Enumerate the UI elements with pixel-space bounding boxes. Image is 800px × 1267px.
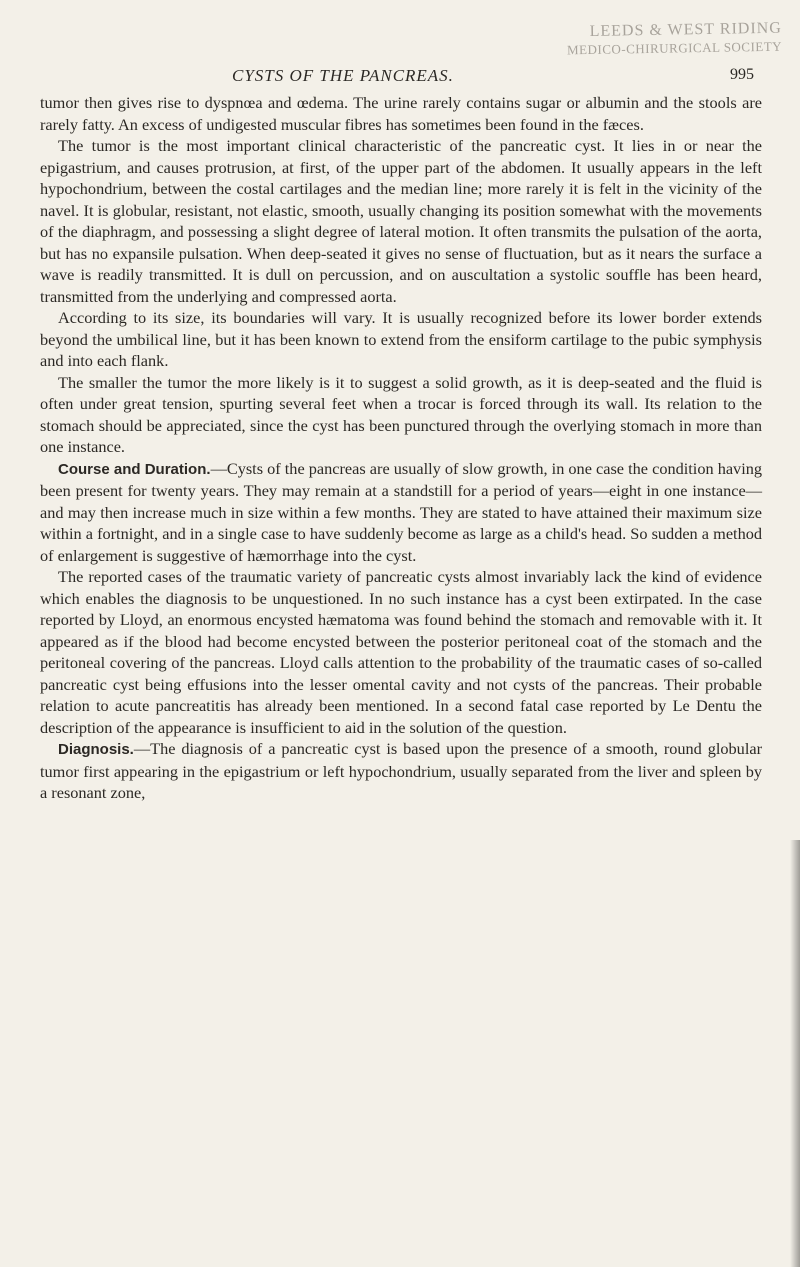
- page-edge-shadow: [790, 840, 800, 1267]
- section-heading-course-duration: Course and Duration.: [58, 460, 211, 478]
- library-stamp: [512, 20, 783, 61]
- stamp-line-2: MEDICO-CHIRURGICAL SOCIETY: [566, 38, 783, 58]
- paragraph-text: —Cysts of the pancreas are usually of slow growth, in one case the condition having been present for twenty years. They may remain at a standstill for a period of years—eight in one instance—and may then increase much in size within a few months. They are stated to have attained their maximum size within a fortnight, and in a single case to have suddenly become as large as a child's head. So sudden a method of enlargement is suggestive of hæmorrhage into the cyst.: [40, 458, 763, 565]
- page-number: 995: [730, 66, 754, 83]
- page-body: [40, 92, 762, 804]
- paragraph: [40, 372, 762, 458]
- section-heading-diagnosis: Diagnosis.: [58, 741, 134, 758]
- paragraph: [40, 135, 762, 307]
- paragraph-text: tumor then gives rise to dyspnœa and œdema. The urine rarely contains sugar or albumin and the stools are rarely fatty. An excess of undigested muscular fibres has sometimes been found in the fæces.: [40, 93, 762, 134]
- stamp-line-1: LEEDS & WEST RIDING: [589, 19, 782, 40]
- paragraph: [40, 738, 762, 804]
- paragraph-text: The tumor is the most important clinical characteristic of the pancreatic cyst. It lies in or near the epigastrium, and causes protrusion, at first, of the upper part of the abdomen. It usually appears in the left hypochondrium, between the costal cartilages and the median line; more rarely it is felt in the vicinity of the navel. It is globular, resistant, not elastic, smooth, usually changing its position somewhat with the movements of the diaphragm, and possessing a slight degree of lateral motion. It often transmits the pulsation of the aorta, but has no expansile pulsation. When deep-seated it gives no sense of fluctuation, but as it nears the surface a wave is readily transmitted. It is dull on percussion, and on auscultation a systolic souffle has been heard, transmitted from the underlying and compressed aorta.: [40, 136, 762, 306]
- paragraph-text: According to its size, its boundaries will vary. It is usually recognized before its lower border extends beyond the umbilical line, but it has been known to extend from the ensiform cartilage to the pubic symphysis and into each flank.: [40, 308, 762, 370]
- paragraph-text: The reported cases of the traumatic variety of pancreatic cysts almost invariably lack the kind of evidence which enables the diagnosis to be unquestioned. In no such instance has a cyst been extirpated. In the case reported by Lloyd, an enormous encysted hæmatoma was found behind the stomach and removable with it. It appeared as if the blood had become encysted between the posterior peritoneal coat of the stomach and the peritoneal covering of the pancreas. Lloyd calls attention to the probability of the traumatic cases of so-called pancreatic cyst being effusions into the lesser omental cavity and not cysts of the pancreas. Their probable relation to acute pancreatitis has already been mentioned. In a second fatal case reported by Le Dentu the description of the appearance is insufficient to aid in the solution of the question.: [40, 567, 762, 737]
- paragraph-text: —The diagnosis of a pancreatic cyst is based upon the presence of a smooth, round globular tumor first appearing in the epigastrium or left hypochondrium, usually separated from the liver and spleen by a resonant zone,: [40, 739, 762, 802]
- running-head: CYSTS OF THE PANCREAS.: [232, 66, 454, 85]
- paragraph: [40, 92, 762, 135]
- paragraph-text: The smaller the tumor the more likely is it to suggest a solid growth, as it is deep-seated and the fluid is often under great tension, spurting several feet when a trocar is forced through its wall. Its relation to the stomach should be appreciated, since the cyst has been punctured through the overlying stomach in more than one instance.: [40, 372, 762, 456]
- paragraph: [40, 566, 762, 738]
- paragraph: [40, 307, 762, 372]
- paragraph: [40, 458, 762, 567]
